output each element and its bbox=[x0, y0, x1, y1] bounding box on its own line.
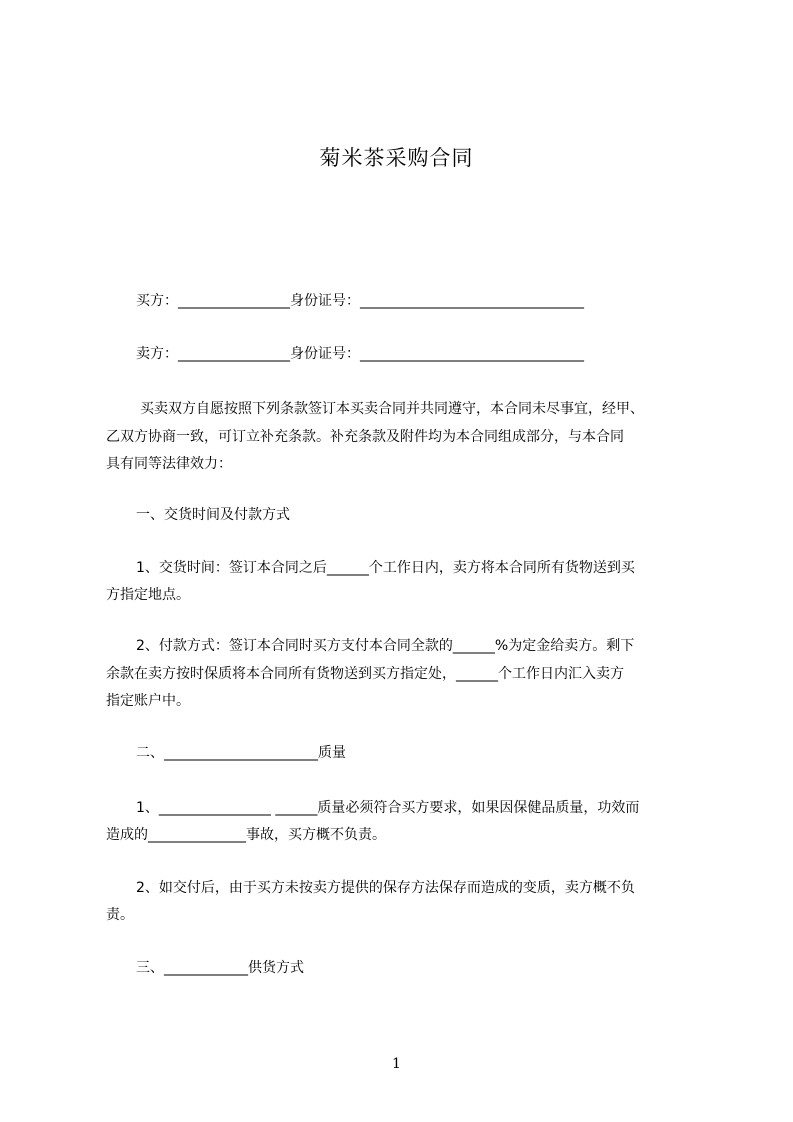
section2-item2-line-2: 责。 bbox=[106, 907, 134, 923]
section2-item1-line-1: 1、________________ ______质量必须符合买方要求，如果因保健品质量，功效而 bbox=[136, 800, 640, 816]
section1-item1-line-1: 1、交货时间：签订本合同之后______个工作日内，卖方将本合同所有货物送到买 bbox=[136, 560, 635, 576]
seller-line: 卖方：________________身份证号：________________________________ bbox=[136, 346, 584, 362]
section2-item1-line-2: 造成的______________事故，买方概不负责。 bbox=[106, 827, 386, 843]
buyer-line: 买方：________________身份证号：________________________________ bbox=[136, 293, 584, 309]
contract-title: 菊米茶采购合同 bbox=[319, 146, 474, 170]
section2-item2-line-1: 2、如交付后，由于买方未按卖方提供的保存方法保存而造成的变质，卖方概不负 bbox=[136, 880, 635, 896]
preamble-line-3: 具有同等法律效力： bbox=[106, 456, 232, 472]
section1-item2-line-3: 指定账户中。 bbox=[106, 693, 190, 709]
section1-item2-line-2: 余款在卖方按时保质将本合同所有货物送到买方指定处，______个工作日内汇入卖方 bbox=[106, 666, 624, 682]
page-number: 1 bbox=[392, 1056, 401, 1072]
section2-heading: 二、______________________质量 bbox=[136, 745, 346, 761]
section3-heading: 三、____________供货方式 bbox=[136, 960, 304, 976]
preamble-line-1: 买卖双方自愿按照下列条款签订本买卖合同并共同遵守，本合同未尽事宜，经甲、 bbox=[140, 401, 644, 417]
section1-heading: 一、交货时间及付款方式 bbox=[136, 507, 290, 523]
section1-item2-line-1: 2、付款方式：签订本合同时买方支付本合同全款的______%为定金给卖方。剩下 bbox=[136, 638, 635, 654]
section1-item1-line-2: 方指定地点。 bbox=[106, 587, 190, 603]
preamble-line-2: 乙双方协商一致，可订立补充条款。补充条款及附件均为本合同组成部分，与本合同 bbox=[106, 429, 624, 445]
